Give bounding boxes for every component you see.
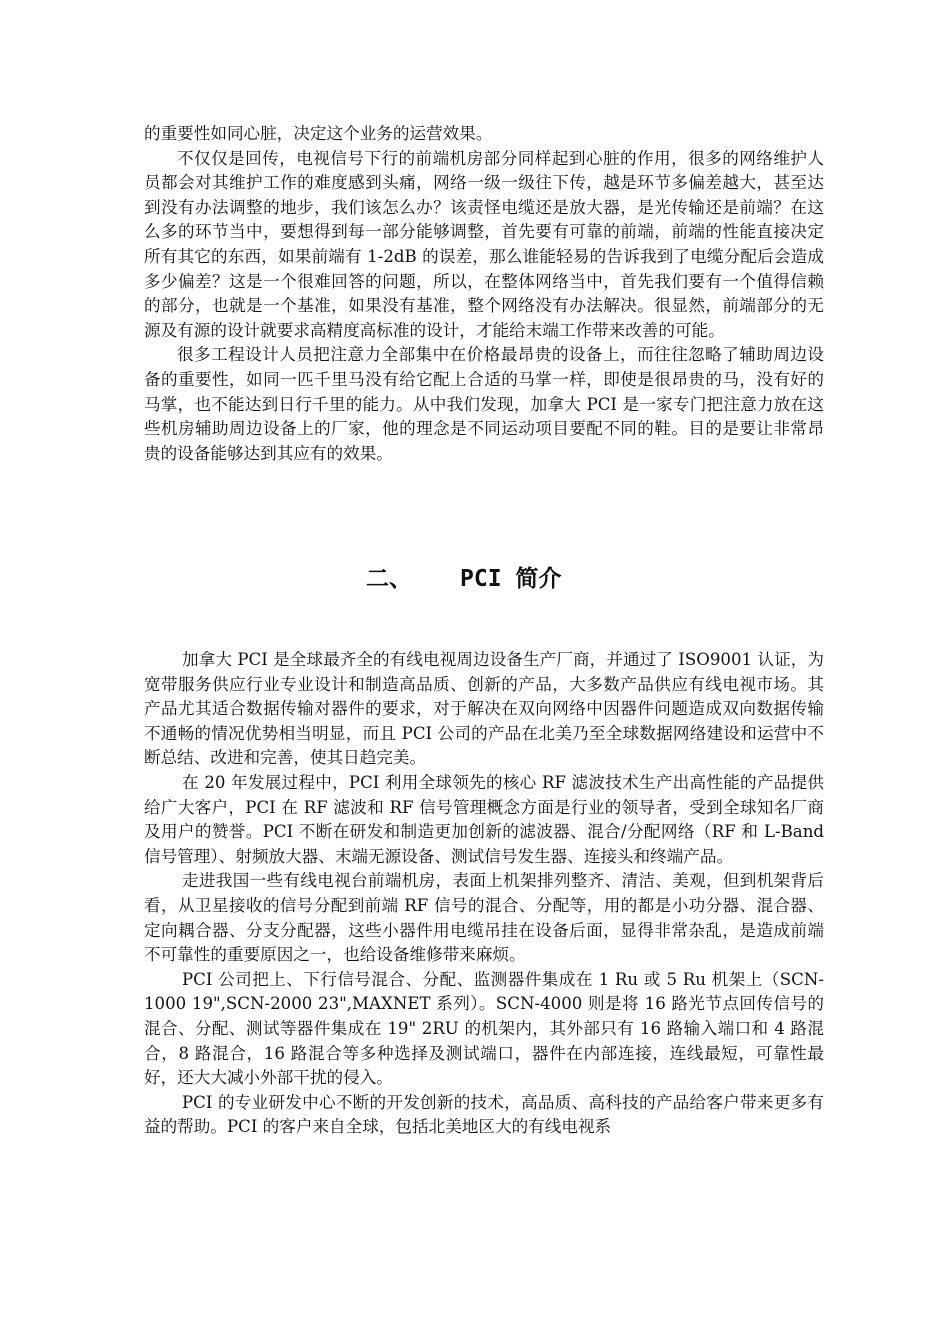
paragraph-rack-integration: PCI 公司把上、下行信号混合、分配、监测器件集成在 1 Ru 或 5 Ru 机架上（SCN-1000 19",SCN-2000 23",MAXNET 系列）。SCN-4000 则是将 16 路光节点回传信号的混合、分配、测试等器件集成在 19" 2RU 的机架内，其外部只有 16 路输入端口和 4 路混合，8 路混合，16 路混合等多种选择及测试端口，器件在内部连接，连线最短，可靠性最好，还大大减小外部干扰的侵入。: [144, 969, 824, 1088]
section-title: PCI 简介: [460, 566, 562, 592]
paragraph-pci-history: 在 20 年发展过程中，PCI 利用全球领先的核心 RF 滤波技术生产出高性能的产品提供给广大客户，PCI 在 RF 滤波和 RF 信号管理概念方面是行业的领导者，受到全球知名厂商及用户的赞誉。PCI 不断在研发和制造更加创新的滤波器、混合/分配网络（RF 和 L-Band 信号管理）、射频放大器、末端无源设备、测试信号发生器、连接头和终端产品。: [144, 772, 824, 866]
intro-text-block: [144, 648, 824, 1140]
paragraph-headend-importance: 不仅仅是回传，电视信号下行的前端机房部分同样起到心脏的作用，很多的网络维护人员都会对其维护工作的难度感到头痛，网络一级一级往下传，越是环节多偏差越大，甚至达到没有办法调整的地步，我们该怎么办？该责怪电缆还是放大器，是光传输还是前端？在这么多的环节当中，要想得到每一部分能够调整，首先要有可靠的前端，前端的性能直接决定所有其它的东西，如果前端有 1-2dB 的误差，那么谁能轻易的告诉我到了电缆分配后会造成多少偏差？这是一个很难回答的问题，所以，在整体网络当中，首先我们要有一个值得信赖的部分，也就是一个基准，如果没有基准，整个网络没有办法解决。很显然，前端部分的无源及有源的设计就要求高精度高标准的设计，才能给末端工作带来改善的可能。: [144, 148, 824, 340]
paragraph-continuation: 的重要性如同心脏，决定这个业务的运营效果。: [144, 124, 493, 143]
section-heading: [0, 556, 950, 596]
paragraph-auxiliary-equipment: 很多工程设计人员把注意力全部集中在价格最昂贵的设备上，而往往忽略了辅助周边设备的重要性，如同一匹千里马没有给它配上合适的马掌一样，即使是很昂贵的马，没有好的马掌，也不能达到日行千里的能力。从中我们发现，加拿大 PCI 是一家专门把注意力放在这些机房辅助周边设备上的厂家，他的理念是不同运动项目要配不同的鞋。目的是要让非常昂贵的设备能够达到其应有的效果。: [144, 345, 824, 463]
top-text-block: [144, 122, 824, 466]
paragraph-headend-rooms: 走进我国一些有线电视台前端机房，表面上机架排列整齐、清洁、美观，但到机架背后看，从卫星接收的信号分配到前端 RF 信号的混合、分配等，用的都是小功分器、混合器、定向耦合器、分支分配器，这些小器件用电缆吊挂在设备后面，显得非常杂乱，是造成前端不可靠性的重要原因之一，也给设备维修带来麻烦。: [144, 871, 824, 965]
paragraph-pci-overview: 加拿大 PCI 是全球最齐全的有线电视周边设备生产厂商，并通过了 ISO9001 认证，为宽带服务供应行业专业设计和制造高品质、创新的产品，大多数产品供应有线电视市场。其产品尤其适合数据传输对器件的要求，对于解决在双向网络中因器件问题造成双向数据传输不通畅的情况优势相当明显，而且 PCI 公司的产品在北美乃至全球数据网络建设和运营中不断总结、改进和完善，使其日趋完美。: [144, 650, 824, 768]
paragraph-rd-center: PCI 的专业研发中心不断的开发创新的技术，高品质、高科技的产品给客户带来更多有益的帮助。PCI 的客户来自全球，包括北美地区大的有线电视系: [144, 1092, 824, 1137]
section-number: 二、: [366, 566, 412, 592]
